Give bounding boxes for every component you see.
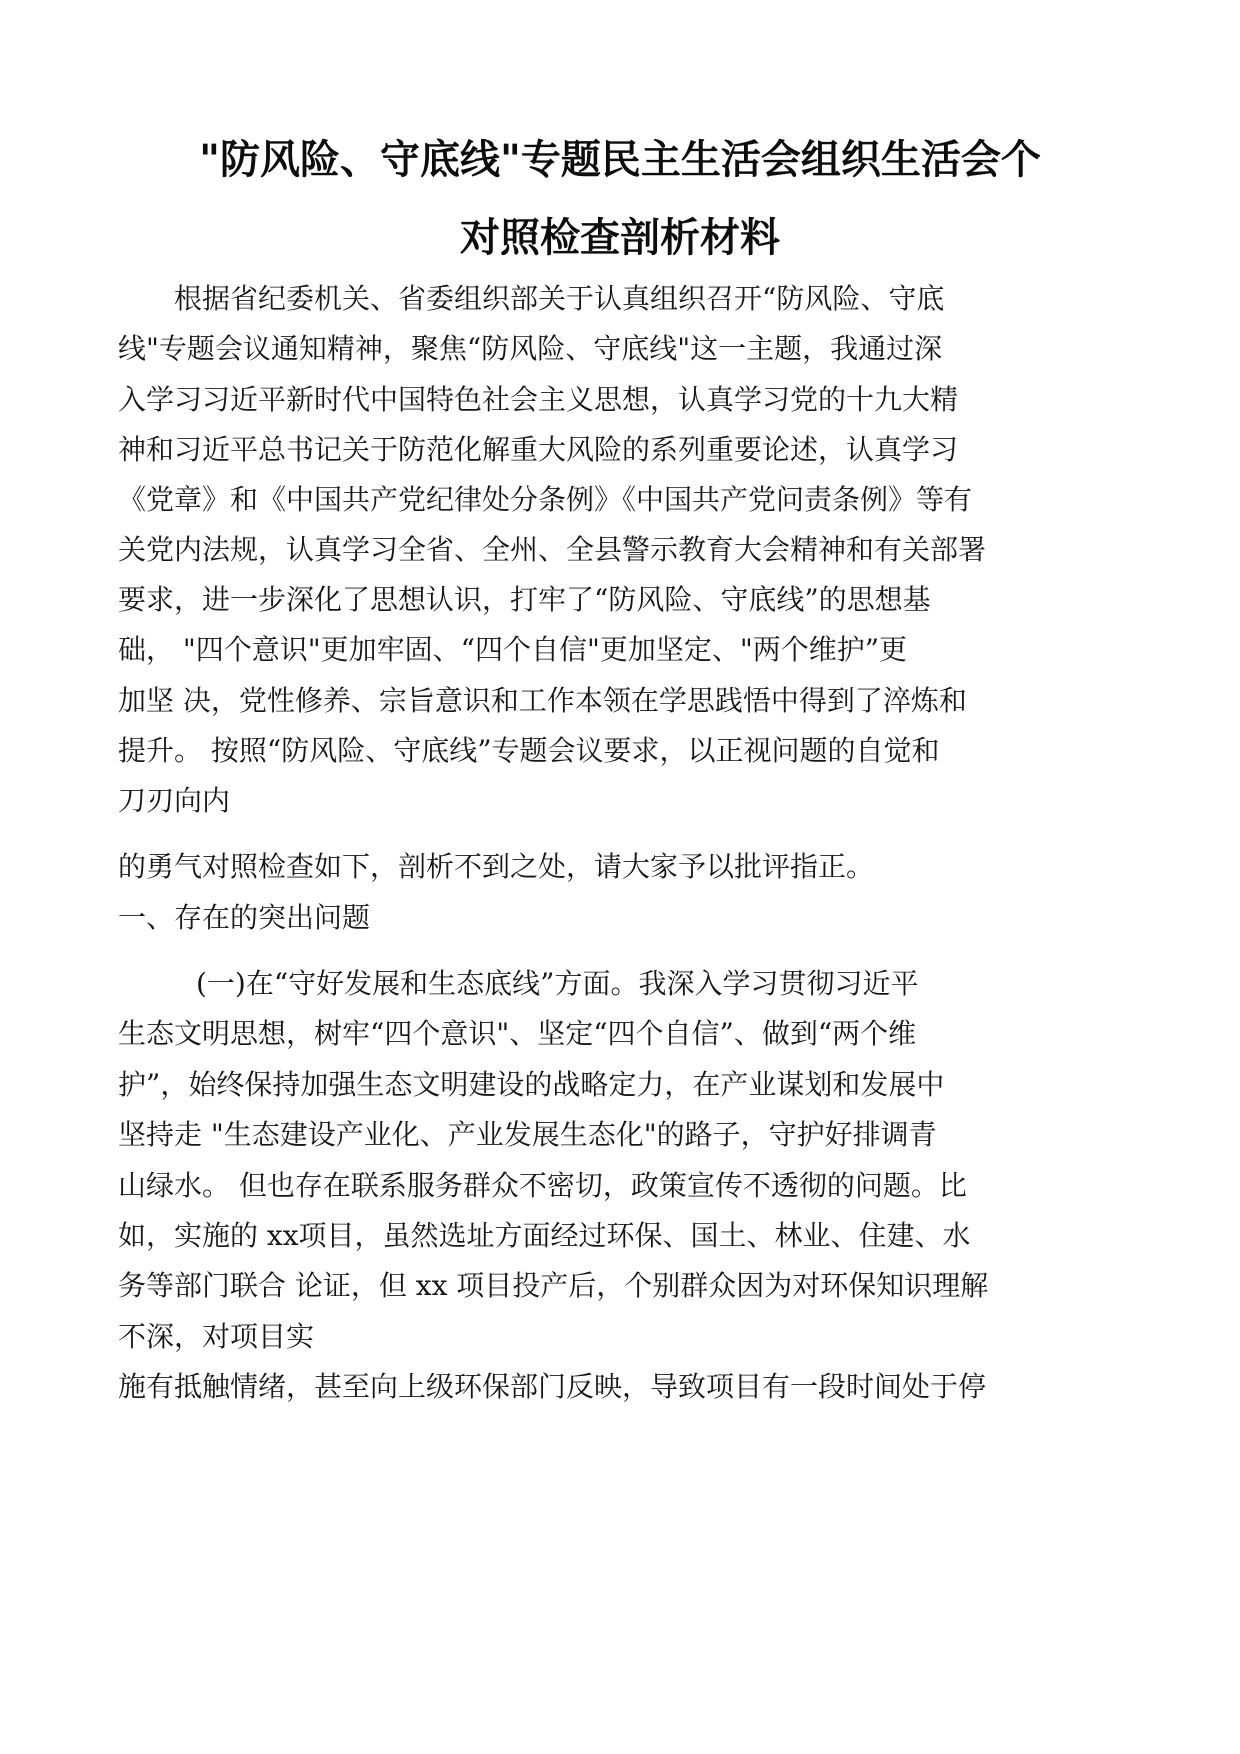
body-text-line: (一)在“守好发展和生态底线”方面。我深入学习贯彻习近平 xyxy=(196,967,919,1000)
body-text-line: 刀刃向内 xyxy=(118,784,231,817)
body-text-line: 施有抵触情绪，甚至向上级环保部门反映，导致项目有一段时间处于停 xyxy=(118,1370,987,1403)
body-text-line: 神和习近平总书记关于防范化解重大风险的系列重要论述，认真学习 xyxy=(118,433,959,466)
body-text-line: 《党章》和《中国共产党纪律处分条例》《中国共产党问责条例》等有 xyxy=(118,483,973,516)
body-text-line: 根据省纪委机关、省委组织部关于认真组织召开“防风险、守底 xyxy=(174,282,945,315)
section-heading: 一、存在的突出问题 xyxy=(118,901,371,934)
body-text-line: 关党内法规，认真学习全省、全州、全县警示教育大会精神和有关部署 xyxy=(118,533,987,566)
body-text-line: 不深，对项目实 xyxy=(118,1320,315,1353)
body-text-line: 护”，始终保持加强生态文明建设的战略定力，在产业谋划和发展中 xyxy=(118,1068,945,1101)
body-text-line: 坚持走 "生态建设产业化、产业发展生态化"的路子，守护好排调青 xyxy=(118,1118,937,1151)
document-title-line-1: "防风险、守底线"专题民主生活会组织生活会个 xyxy=(199,137,1041,183)
body-text-line: 础， "四个意识"更加牢固、“四个自信"更加坚定、"两个维护”更 xyxy=(118,633,908,666)
body-text-line: 生态文明思想，树牢“四个意识"、坚定“四个自信”、做到“两个维 xyxy=(118,1017,917,1050)
body-text-line: 线"专题会议通知精神，聚焦“防风险、守底线"这一主题，我通过深 xyxy=(118,332,943,365)
body-text-line: 如，实施的 xx项目，虽然选址方面经过环保、国土、林业、住建、水 xyxy=(118,1219,971,1252)
body-text-line: 的勇气对照检查如下，剖析不到之处，请大家予以批评指正。 xyxy=(118,850,875,883)
body-text-line: 加坚 决，党性修养、宗旨意识和工作本领在学思践悟中得到了淬炼和 xyxy=(118,684,967,717)
body-text-line: 务等部门联合 论证，但 xx 项目投产后，个别群众因为对环保知识理解 xyxy=(118,1269,989,1302)
document-title-line-2: 对照检查剖析材料 xyxy=(460,215,780,261)
body-text-line: 要求，进一步深化了思想认识，打牢了“防风险、守底线”的思想基 xyxy=(118,583,931,616)
body-text-line: 提升。 按照“防风险、守底线”专题会议要求，以正视问题的自觉和 xyxy=(118,734,940,767)
body-text-line: 入学习习近平新时代中国特色社会主义思想，认真学习党的十九大精 xyxy=(118,383,959,416)
body-text-line: 山绿水。 但也存在联系服务群众不密切，政策宣传不透彻的问题。比 xyxy=(118,1169,967,1202)
